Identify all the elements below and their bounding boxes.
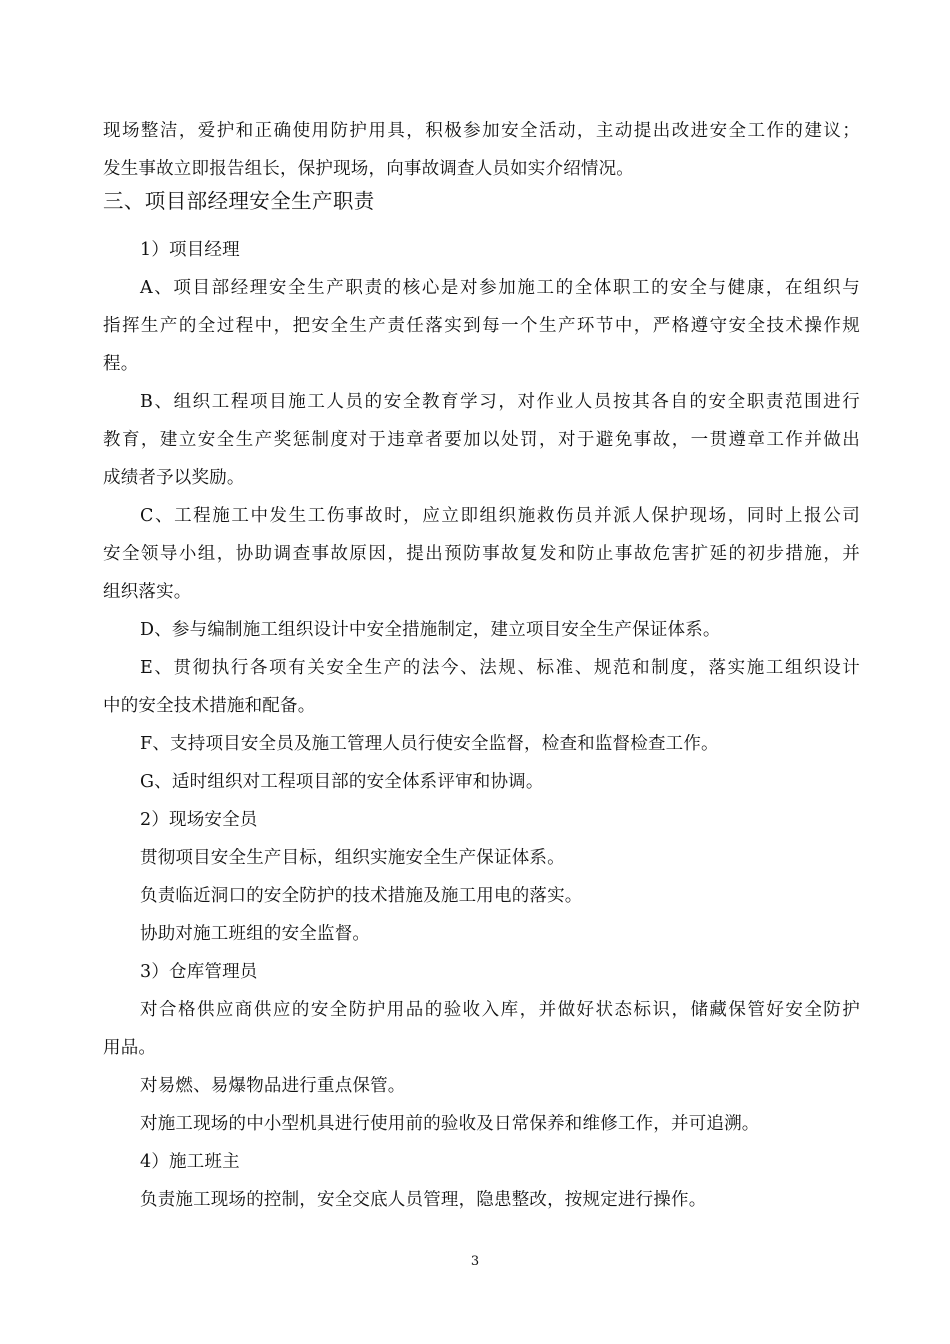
paragraph-b-line-3: 成绩者予以奖励。 (103, 468, 245, 488)
page-number: 3 (470, 1254, 480, 1269)
warehouse-item-1-line-2: 用品。 (103, 1038, 157, 1058)
intro-line-1: 现场整洁，爱护和正确使用防护用具，积极参加安全活动，主动提出改进安全工作的建议； (103, 121, 860, 141)
paragraph-g: G、适时组织对工程项目部的安全体系评审和协调。 (140, 772, 544, 792)
team-leader-item: 负责施工现场的控制，安全交底人员管理，隐患整改，按规定进行操作。 (140, 1190, 707, 1210)
section-heading: 三、项目部经理安全生产职责 (103, 189, 375, 213)
paragraph-a-line-2: 指挥生产的全过程中，把安全生产责任落实到每一个生产环节中，严格遵守安全技术操作规 (103, 316, 860, 336)
safety-officer-item: 协助对施工班组的安全监督。 (140, 924, 371, 944)
subsection-title-site-safety-officer: 2）现场安全员 (140, 810, 258, 830)
paragraph-c-line-1: C、工程施工中发生工伤事故时，应立即组织施救伤员并派人保护现场，同时上报公司 (140, 506, 860, 526)
paragraph-e-line-1: E、贯彻执行各项有关安全生产的法今、法规、标准、规范和制度，落实施工组织设计 (140, 658, 860, 678)
paragraph-f: F、支持项目安全员及施工管理人员行使安全监督，检查和监督检查工作。 (140, 734, 719, 754)
paragraph-a-line-1: A、项目部经理安全生产职责的核心是对参加施工的全体职工的安全与健康，在组织与 (140, 278, 860, 298)
paragraph-c-line-3: 组织落实。 (103, 582, 192, 602)
paragraph-d: D、参与编制施工组织设计中安全措施制定，建立项目安全生产保证体系。 (140, 620, 721, 640)
warehouse-item-2: 对易燃、易爆物品进行重点保管。 (140, 1076, 406, 1096)
intro-line-2: 发生事故立即报告组长，保护现场，向事故调查人员如实介绍情况。 (103, 159, 634, 179)
safety-officer-item: 贯彻项目安全生产目标，组织实施安全生产保证体系。 (140, 848, 565, 868)
subsection-title-project-manager: 1）项目经理 (140, 240, 240, 260)
paragraph-c-line-2: 安全领导小组，协助调查事故原因，提出预防事故复发和防止事故危害扩延的初步措施，并 (103, 544, 860, 564)
paragraph-b-line-1: B、组织工程项目施工人员的安全教育学习，对作业人员按其各自的安全职责范围进行 (140, 392, 860, 412)
paragraph-b-line-2: 教育，建立安全生产奖惩制度对于违章者要加以处罚，对于避免事故，一贯遵章工作并做出 (103, 430, 860, 450)
paragraph-a-line-3: 程。 (103, 354, 139, 374)
subsection-title-construction-team-leader: 4）施工班主 (140, 1152, 240, 1172)
paragraph-e-line-2: 中的安全技术措施和配备。 (103, 696, 316, 716)
warehouse-item-1-line-1: 对合格供应商供应的安全防护用品的验收入库，并做好状态标识，储藏保管好安全防护 (140, 1000, 860, 1020)
safety-officer-item: 负责临近洞口的安全防护的技术措施及施工用电的落实。 (140, 886, 583, 906)
warehouse-item-3: 对施工现场的中小型机具进行使用前的验收及日常保养和维修工作，并可追溯。 (140, 1114, 760, 1134)
subsection-title-warehouse-manager: 3）仓库管理员 (140, 962, 258, 982)
